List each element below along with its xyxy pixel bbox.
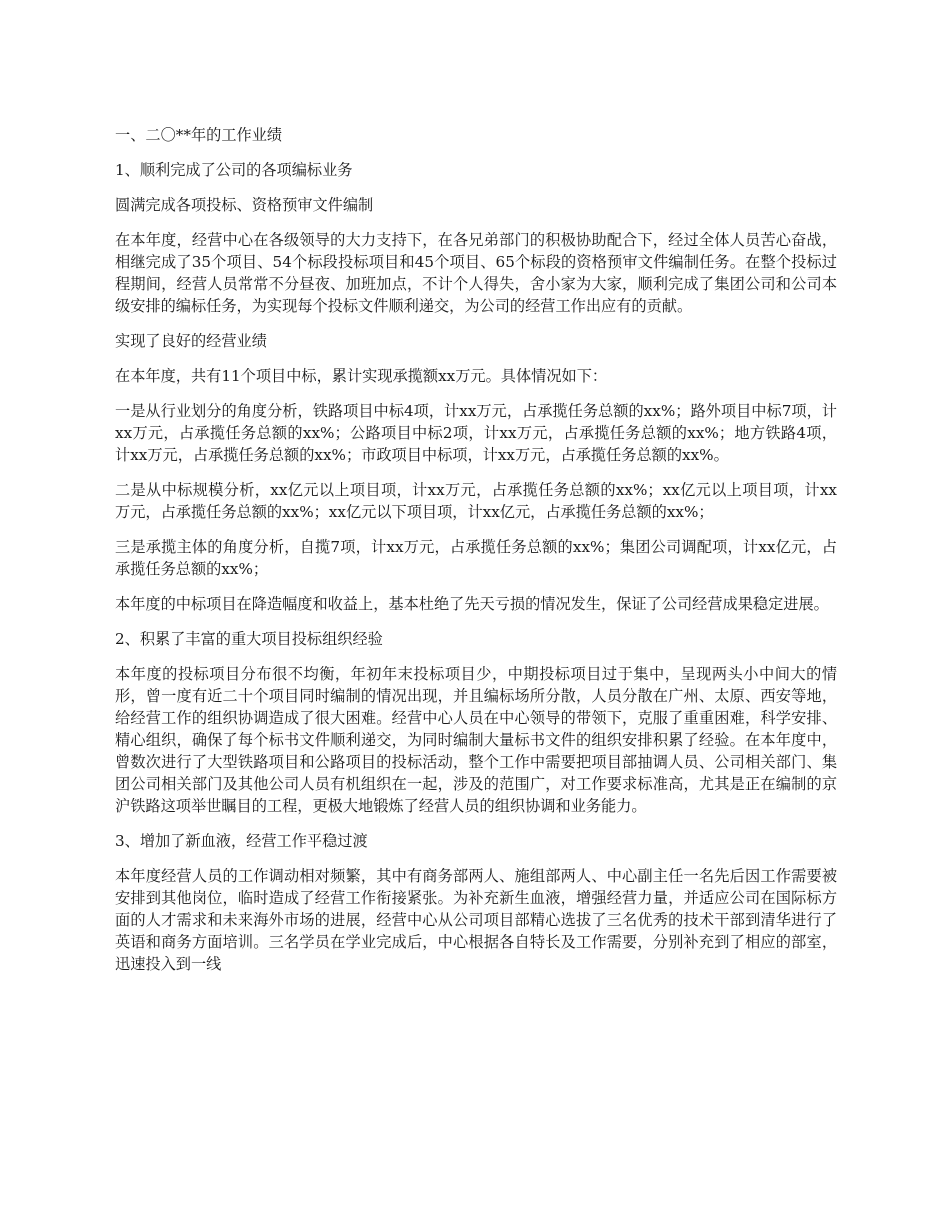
body-paragraph: 二是从中标规模分析，xx亿元以上项目项，计xx万元，占承揽任务总额的xx%；xx亿元以上项目项，计xx万元，占承揽任务总额的xx%；xx亿元以下项目项，计xx亿元，占承揽任务总额的xx%； [115, 481, 837, 521]
body-paragraph: 本年度经营人员的工作调动相对频繁，其中有商务部两人、施组部两人、中心副主任一名先后因工作需要被安排到其他岗位，临时造成了经营工作衔接紧张。为补充新生血液，增强经营力量，并适应公司在国际标方面的人才需求和未来海外市场的进展，经营中心从公司项目部精心选拔了三名优秀的技术干部到清华进行了英语和商务方面培训。三名学员在学业完成后，中心根据各自特长及工作需要，分别补充到了相应的部室，迅速投入到一线 [115, 867, 837, 973]
body-paragraph: 在本年度，经营中心在各级领导的大力支持下，在各兄弟部门的积极协助配合下，经过全体人员苦心奋战，相继完成了35个项目、54个标段投标项目和45个项目、65个标段的资格预审文件编制任务。在整个投标过程期间，经营人员常常不分昼夜、加班加点，不计个人得失，舍小家为大家，顺利完成了集团公司和公司本级安排的编标任务，为实现每个投标文件顺利递交，为公司的经营工作出应有的贡献。 [115, 231, 837, 315]
subsection-heading: 3、增加了新血液，经营工作平稳过渡 [115, 832, 368, 850]
subsection-heading: 1、顺利完成了公司的各项编标业务 [115, 161, 353, 179]
document-body [115, 124, 837, 988]
body-paragraph: 三是承揽主体的角度分析，自揽7项，计xx万元，占承揽任务总额的xx%；集团公司调配项，计xx亿元，占承揽任务总额的xx%； [115, 538, 837, 578]
sub-subsection-heading: 实现了良好的经营业绩 [115, 332, 267, 350]
subsection-heading: 2、积累了丰富的重大项目投标组织经验 [115, 630, 383, 648]
body-paragraph: 在本年度，共有11个项目中标，累计实现承揽额xx万元。具体情况如下： [115, 367, 608, 385]
sub-subsection-heading: 圆满完成各项投标、资格预审文件编制 [115, 196, 374, 214]
body-paragraph: 本年度的投标项目分布很不均衡，年初年末投标项目少，中期投标项目过于集中，呈现两头小中间大的情形，曾一度有近二十个项目同时编制的情况出现，并且编标场所分散，人员分散在广州、太原、西安等地，给经营工作的组织协调造成了很大困难。经营中心人员在中心领导的带领下，克服了重重困难，科学安排、精心组织，确保了每个标书文件顺利递交，为同时编制大量标书文件的组织安排积累了经验。在本年度中，曾数次进行了大型铁路项目和公路项目的投标活动，整个工作中需要把项目部抽调人员、公司相关部门、集团公司相关部门及其他公司人员有机组织在一起，涉及的范围广，对工作要求标准高，尤其是正在编制的京沪铁路这项举世瞩目的工程，更极大地锻炼了经营人员的组织协调和业务能力。 [115, 665, 837, 815]
body-paragraph: 一是从行业划分的角度分析，铁路项目中标4项，计xx万元，占承揽任务总额的xx%；路外项目中标7项，计xx万元，占承揽任务总额的xx%；公路项目中标2项，计xx万元，占承揽任务总额的xx%；地方铁路4项，计xx万元，占承揽任务总额的xx%；市政项目中标项，计xx万元，占承揽任务总额的xx%。 [115, 402, 837, 464]
section-heading: 一、二〇**年的工作业绩 [115, 126, 283, 144]
body-paragraph: 本年度的中标项目在降造幅度和收益上，基本杜绝了先天亏损的情况发生，保证了公司经营成果稳定进展。 [115, 595, 829, 613]
